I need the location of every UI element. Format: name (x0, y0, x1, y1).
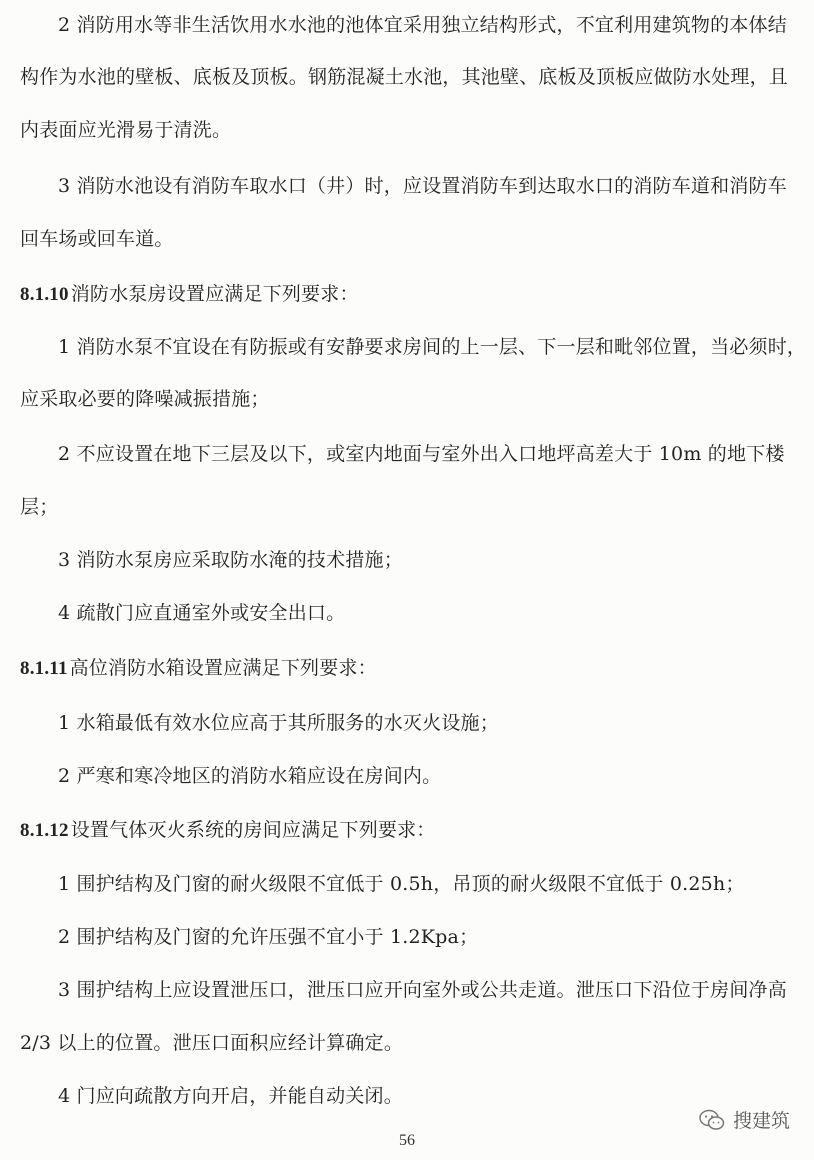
watermark-text: 搜建筑 (732, 1110, 790, 1132)
wechat-logo-icon (699, 1109, 725, 1131)
text-line: 构作为水池的壁板、底板及顶板。钢筋混凝土水池，其池壁、底板及顶板应做防水处理，且 (20, 66, 789, 88)
clause-number: 8.1.12 (20, 820, 69, 841)
text-line: 1 围护结构及门窗的耐火级限不宜低于 0.5h，吊顶的耐火级限不宜低于 0.25h； (58, 873, 745, 895)
text-line: 应采取必要的降噪减振措施； (20, 388, 270, 410)
clause-title: 设置气体灭火系统的房间应满足下列要求： (70, 819, 436, 841)
text-line: 2 严寒和寒冷地区的消防水箱应设在房间内。 (58, 765, 442, 787)
text-line: 2/3 以上的位置。泄压口面积应经计算确定。 (20, 1032, 404, 1054)
clause-heading (20, 281, 359, 308)
text-line: 4 门应向疏散方向开启，并能自动关闭。 (58, 1085, 403, 1107)
clause-title: 高位消防水箱设置应满足下列要求： (69, 657, 377, 679)
clause-heading (20, 655, 377, 682)
text-line: 3 消防水泵房应采取防水淹的技术措施； (58, 549, 403, 571)
page-number: 56 (399, 1132, 415, 1149)
clause-title: 消防水泵房设置应满足下列要求： (70, 283, 359, 305)
text-line: 层； (20, 496, 59, 518)
text-line: 4 疏散门应直通室外或安全出口。 (58, 602, 346, 624)
text-line: 3 围护结构上应设置泄压口，泄压口应开向室外或公共走道。泄压口下沿位于房间净高 (58, 979, 787, 1001)
text-line: 2 围护结构及门窗的允许压强不宜小于 1.2Kpa； (58, 926, 479, 948)
text-line: 1 水箱最低有效水位应高于其所服务的水灭火设施； (58, 712, 499, 734)
clause-number: 8.1.10 (20, 284, 69, 305)
text-line: 2 消防用水等非生活饮用水水池的池体宜采用独立结构形式，不宜利用建筑物的本体结 (58, 14, 787, 36)
text-line: 3 消防水池设有消防车取水口（井）时，应设置消防车到达取水口的消防车道和消防车 (58, 175, 787, 197)
text-line: 内表面应光滑易于清洗。 (20, 119, 232, 141)
clause-heading (20, 817, 436, 844)
text-line: 1 消防水泵不宜设在有防振或有安静要求房间的上一层、下一层和毗邻位置，当必须时， (58, 336, 807, 358)
watermark (699, 1106, 790, 1133)
clause-number: 8.1.11 (20, 658, 68, 679)
text-line: 回车场或回车道。 (20, 228, 174, 250)
text-line: 2 不应设置在地下三层及以下，或室内地面与室外出入口地坪高差大于 10m 的地下楼 (58, 443, 785, 465)
